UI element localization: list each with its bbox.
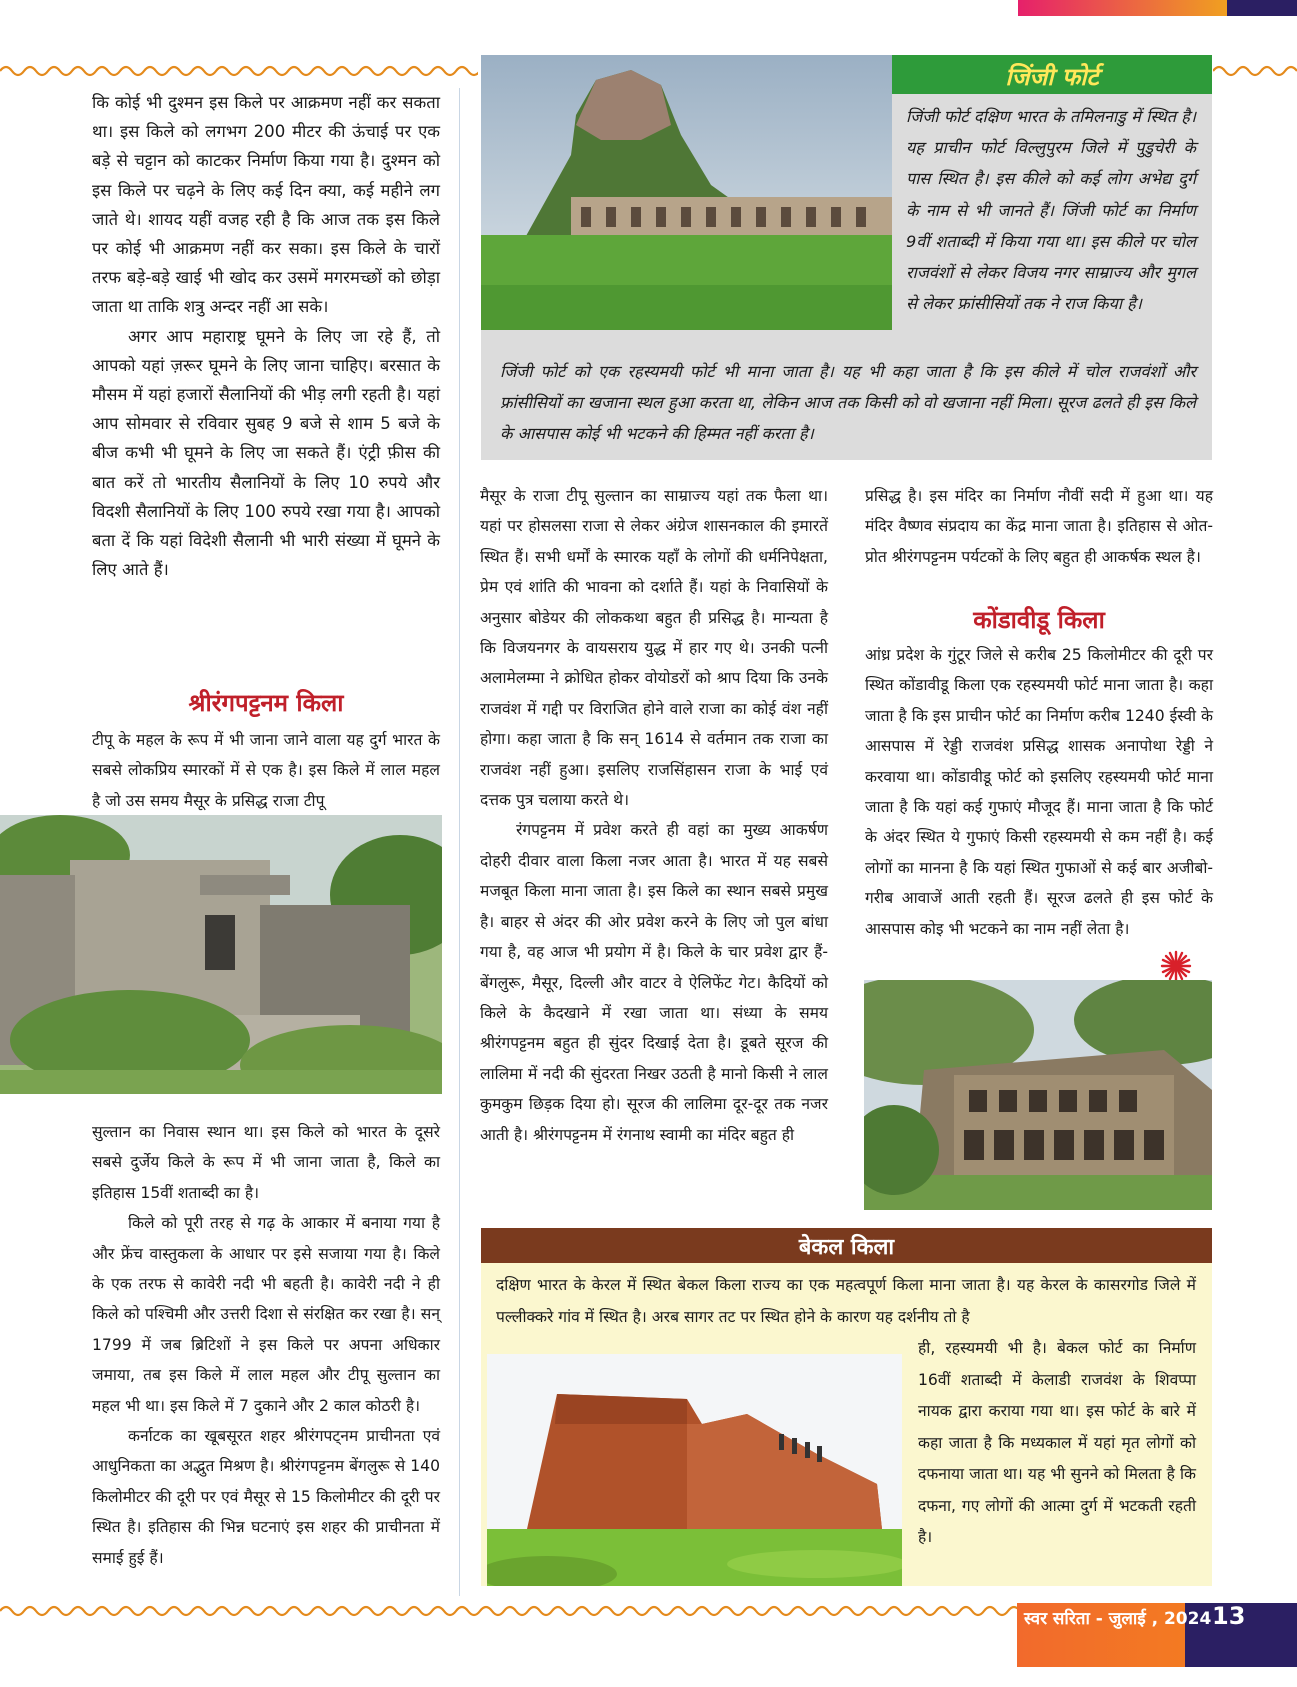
gingee-side-text: जिंजी फोर्ट दक्षिण भारत के तमिलनाडु में स्थित है। यह प्राचीन फोर्ट विल्लुपुरम जिले में पुडुचेरी के पास स्थित है। इस कीले को कई लोग अभेद्य दुर्ग के नाम से भी जानते हैं। जिंजी फोर्ट का निर्माण 9वीं शताब्दी में किया गया था। इस कीले पर चोल राजवंशों से लेकर विजय नगर साम्राज्य और मुगल से लेकर फ्रांसीसियों तक ने राज किया है। bbox=[906, 107, 1196, 314]
kondaveedu-heading: कोंडावीडू किला bbox=[973, 606, 1105, 634]
bottom-wave-border bbox=[0, 1603, 1017, 1619]
end-mark-icon bbox=[1160, 950, 1192, 982]
top-color-bar bbox=[1018, 0, 1297, 16]
col2-paragraph-1: मैसूर के राजा टीपू सुल्तान का साम्राज्य यहां तक फैला था। यहां पर होसलसा राजा से लेकर अंग्रेज शासनकाल की इमारतें स्थित हैं। सभी धर्मों के स्मारक यहाँ के लोगों की धर्मनिपेक्षता, प्रेम एवं शांति की भावना को दर्शाते हैं। यहां के निवासियों के अनुसार बोडेयर की लोककथा बहुत ही प्रसिद्ध है। मान्यता है कि विजयनगर के वायसराय युद्ध में हार गए थे। उनकी पत्नी अलामेलम्मा ने क्रोधित होकर वोयोडरों को श्राप दिया कि उनके राजवंश में गद्दी पर विराजित होने वाले राजा का कोई वंश नहीं होगा। कहा जाता है कि सन् 1614 से वर्तमान तक राजा का राजवंश नहीं हुआ। इसलिए राजसिंहासन राजा के भाई एवं दत्तक पुत्र चलाया करते थे। bbox=[480, 487, 828, 810]
col1-paragraph-5: किले को पूरी तरह से गढ़ के आकार में बनाया गया है और फ्रेंच वास्तुकला के आधार पर इसे सजाया गया है। किले के एक तरफ से कावेरी नदी भी बहती है। कावेरी नदी ने ही किले को पश्चिमी और उत्तरी दिशा से संरक्षित कर रखा है। सन् 1799 में जब ब्रिटिशों ने इस किले पर अपना अधिकार जमाया, तब इस किले में लाल महल और टीपू सुल्तान का महल भी था। इस किले में 7 दुकाने और 2 काल कोठरी है। bbox=[92, 1214, 440, 1415]
srirangapatna-heading: श्रीरंगपट्टनम किला bbox=[188, 689, 344, 717]
column-divider bbox=[459, 88, 460, 1596]
col1-top-text bbox=[92, 88, 440, 584]
col1-paragraph-6: कर्नाटक का खूबसूरत शहर श्रीरंगपट्नम प्राचीनता एवं आधुनिकता का अद्भुत मिश्रण है। श्रीरंगपट्टनम बेंगलुरू से 140 किलोमीटर की दूरी पर एवं मैसूर से 15 किलोमीटर की दूरी पर स्थित है। इतिहास की भिन्न घटनाएं इस शहर की प्राचीनता में समाई हुई हैं। bbox=[92, 1427, 440, 1567]
srirangapatna-fort-photo bbox=[0, 815, 442, 1094]
col1-para-3-block bbox=[92, 725, 440, 816]
col3-top-text bbox=[865, 481, 1213, 572]
col3-para-2-block bbox=[865, 640, 1213, 944]
bekal-fort-photo bbox=[487, 1354, 902, 1586]
col2-text bbox=[480, 481, 828, 1150]
page-number: 13 bbox=[1212, 1602, 1246, 1630]
top-left-wave-border bbox=[0, 63, 478, 79]
gingee-title: जिंजी फोर्ट bbox=[1005, 63, 1099, 91]
col1-paragraph-2: अगर आप महाराष्ट्र घूमने के लिए जा रहे हैं, तो आपको यहां ज़रूर घूमने के लिए जाना चाहिए। बरसात के मौसम में यहां हजारों सैलानियों की भीड़ लगी रहती है। यहां आप सोमवार से रविवार सुबह 9 बजे से शाम 5 बजे के बीज कभी भी घूमने के लिए जा सकते हैं। एंट्री फ़ीस की बात करें तो भारतीय सैलानियों के लिए 10 रुपये और विदशी सैलानियों के लिए 100 रुपये रखा गया है। आपको बता दें कि यहां विदेशी सैलानी भी भारी संख्या में घूमने के लिए आते हैं। bbox=[92, 326, 440, 580]
col1-lower-text bbox=[92, 1117, 440, 1573]
col2-paragraph-2: रंगपट्टनम में प्रवेश करते ही वहां का मुख्य आकर्षण दोहरी दीवार वाला किला नजर आता है। भारत में यह सबसे मजबूत किला माना जाता है। इस किले का स्थान सबसे प्रमुख है। बाहर से अंदर की ओर प्रवेश करने के लिए जो पुल बांधा गया है, वह आज भी प्रयोग में है। किले के चार प्रवेश द्वार हैं- बेंगलुरू, मैसूर, दिल्ली और वाटर वे ऐलिफेंट गेट। कैदियों को किले के कैदखाने में रखा जाता था। संध्या के समय श्रीरंगपट्टनम बहुत ही सुंदर दिखाई देता है। डूबते सूरज की लालिमा में नदी की सुंदरता निखर उठती है मानो किसी ने लाल कुमकुम छिड़क दिया हो। सूरज की लालिमा दूर-दूर तक नजर आती है। श्रीरंगपट्टनम में रंगनाथ स्वामी का मंदिर बहुत ही bbox=[480, 821, 828, 1144]
kondaveedu-caves-photo bbox=[864, 980, 1212, 1210]
gingee-bottom-text: जिंजी फोर्ट को एक रहस्यमयी फोर्ट भी माना जाता है। यह भी कहा जाता है कि इस कीले में चोल राजवंशों और फ्रांसीसियों का खजाना स्थल हुआ करता था, लेकिन आज तक किसी को वो खजाना नहीं मिला। सूरज ढलते ही इस किले के आसपास कोई भी भटकने की हिम्मत नहीं करता है। bbox=[500, 362, 1196, 444]
footer-magazine-label: स्वर सरिता - जुलाई , 2024 bbox=[1024, 1609, 1212, 1629]
col3-paragraph-2: आंध्र प्रदेश के गुंटूर जिले से करीब 25 किलोमीटर की दूरी पर स्थित कोंडावीडू किला एक रहस्यमयी फोर्ट माना जाता है। कहा जाता है कि इस प्राचीन फोर्ट का निर्माण करीब 1240 ईस्वी के आसपास में रेड्डी राजवंश प्रसिद्ध शासक अनापोथा रेड्डी ने करवाया था। कोंडावीडू फोर्ट को इसलिए रहस्यमयी फोर्ट माना जाता है कि यहां कई गुफाएं मौजूद हैं। माना जाता है कि फोर्ट के अंदर स्थित ये गुफाएं किसी रहस्यमयी से कम नहीं है। कई लोगों का मानना है कि यहां स्थित गुफाओं से कई बार अजीबो-गरीब आवाजें आती रहती हैं। सूरज ढलते ही इस फोर्ट के आसपास कोइ भी भटकने का नाम नहीं लेता है। bbox=[865, 646, 1213, 938]
col3-paragraph-1: प्रसिद्ध है। इस मंदिर का निर्माण नौवीं सदी में हुआ था। यह मंदिर वैष्णव संप्रदाय का केंद्र माना जाता है। इतिहास से ओत-प्रोत श्रीरंगपट्टनम पर्यटकों के लिए बहुत ही आकर्षक स्थल है। bbox=[865, 487, 1213, 566]
bekal-side-text: ही, रहस्यमयी भी है। बेकल फोर्ट का निर्माण 16वीं शताब्दी में केलाडी राजवंश के शिवप्पा नायक द्वारा कराया गया था। इस फोर्ट के बारे में कहा जाता है कि मध्यकाल में यहां मृत लोगों को दफनाया जाता था। यह भी सुनने को मिलता है कि दफना, गए लोगों की आत्मा दुर्ग में भटकती रहती है। bbox=[918, 1339, 1196, 1546]
gingee-fort-photo bbox=[481, 55, 892, 330]
col1-paragraph-4: सुल्तान का निवास स्थान था। इस किले को भारत के दूसरे सबसे दुर्जेय किले के रूप में भी जाना जाता है, किले का इतिहास 15वीं शताब्दी का है। bbox=[92, 1123, 440, 1202]
col1-paragraph-3: टीपू के महल के रूप में भी जाना जाने वाला यह दुर्ग भारत के सबसे लोकप्रिय स्मारकों में से एक है। इस किले में लाल महल है जो उस समय मैसूर के प्रसिद्ध राजा टीपू bbox=[92, 731, 440, 810]
col1-paragraph-1: कि कोई भी दुश्मन इस किले पर आक्रमण नहीं कर सकता था। इस किले को लगभग 200 मीटर की ऊंचाई पर एक बड़े से चट्टान को काटकर निर्माण किया गया है। दुश्मन को इस किले पर चढ़ने के लिए कई दिन क्या, कई महीने लग जाते थे। शायद यहीं वजह रही है कि आज तक इस किले पर कोई भी आक्रमण नहीं कर सका। इस किले के चारों तरफ बड़े-बड़े खाई भी खोद कर उसमें मगरमच्छों को छोड़ा जाता था ताकि शत्रु अन्दर नहीं आ सके। bbox=[92, 93, 440, 317]
bekal-title: बेकल किला bbox=[798, 1235, 895, 1260]
bekal-top-text: दक्षिण भारत के केरल में स्थित बेकल किला राज्य का एक महत्वपूर्ण किला माना जाता है। यह केरल के कासरगोड जिले में पल्लीक्करे गांव में स्थित है। अरब सागर तट पर स्थित होने के कारण यह दर्शनीय तो है bbox=[496, 1276, 1196, 1326]
top-right-wave-border bbox=[1213, 63, 1297, 79]
